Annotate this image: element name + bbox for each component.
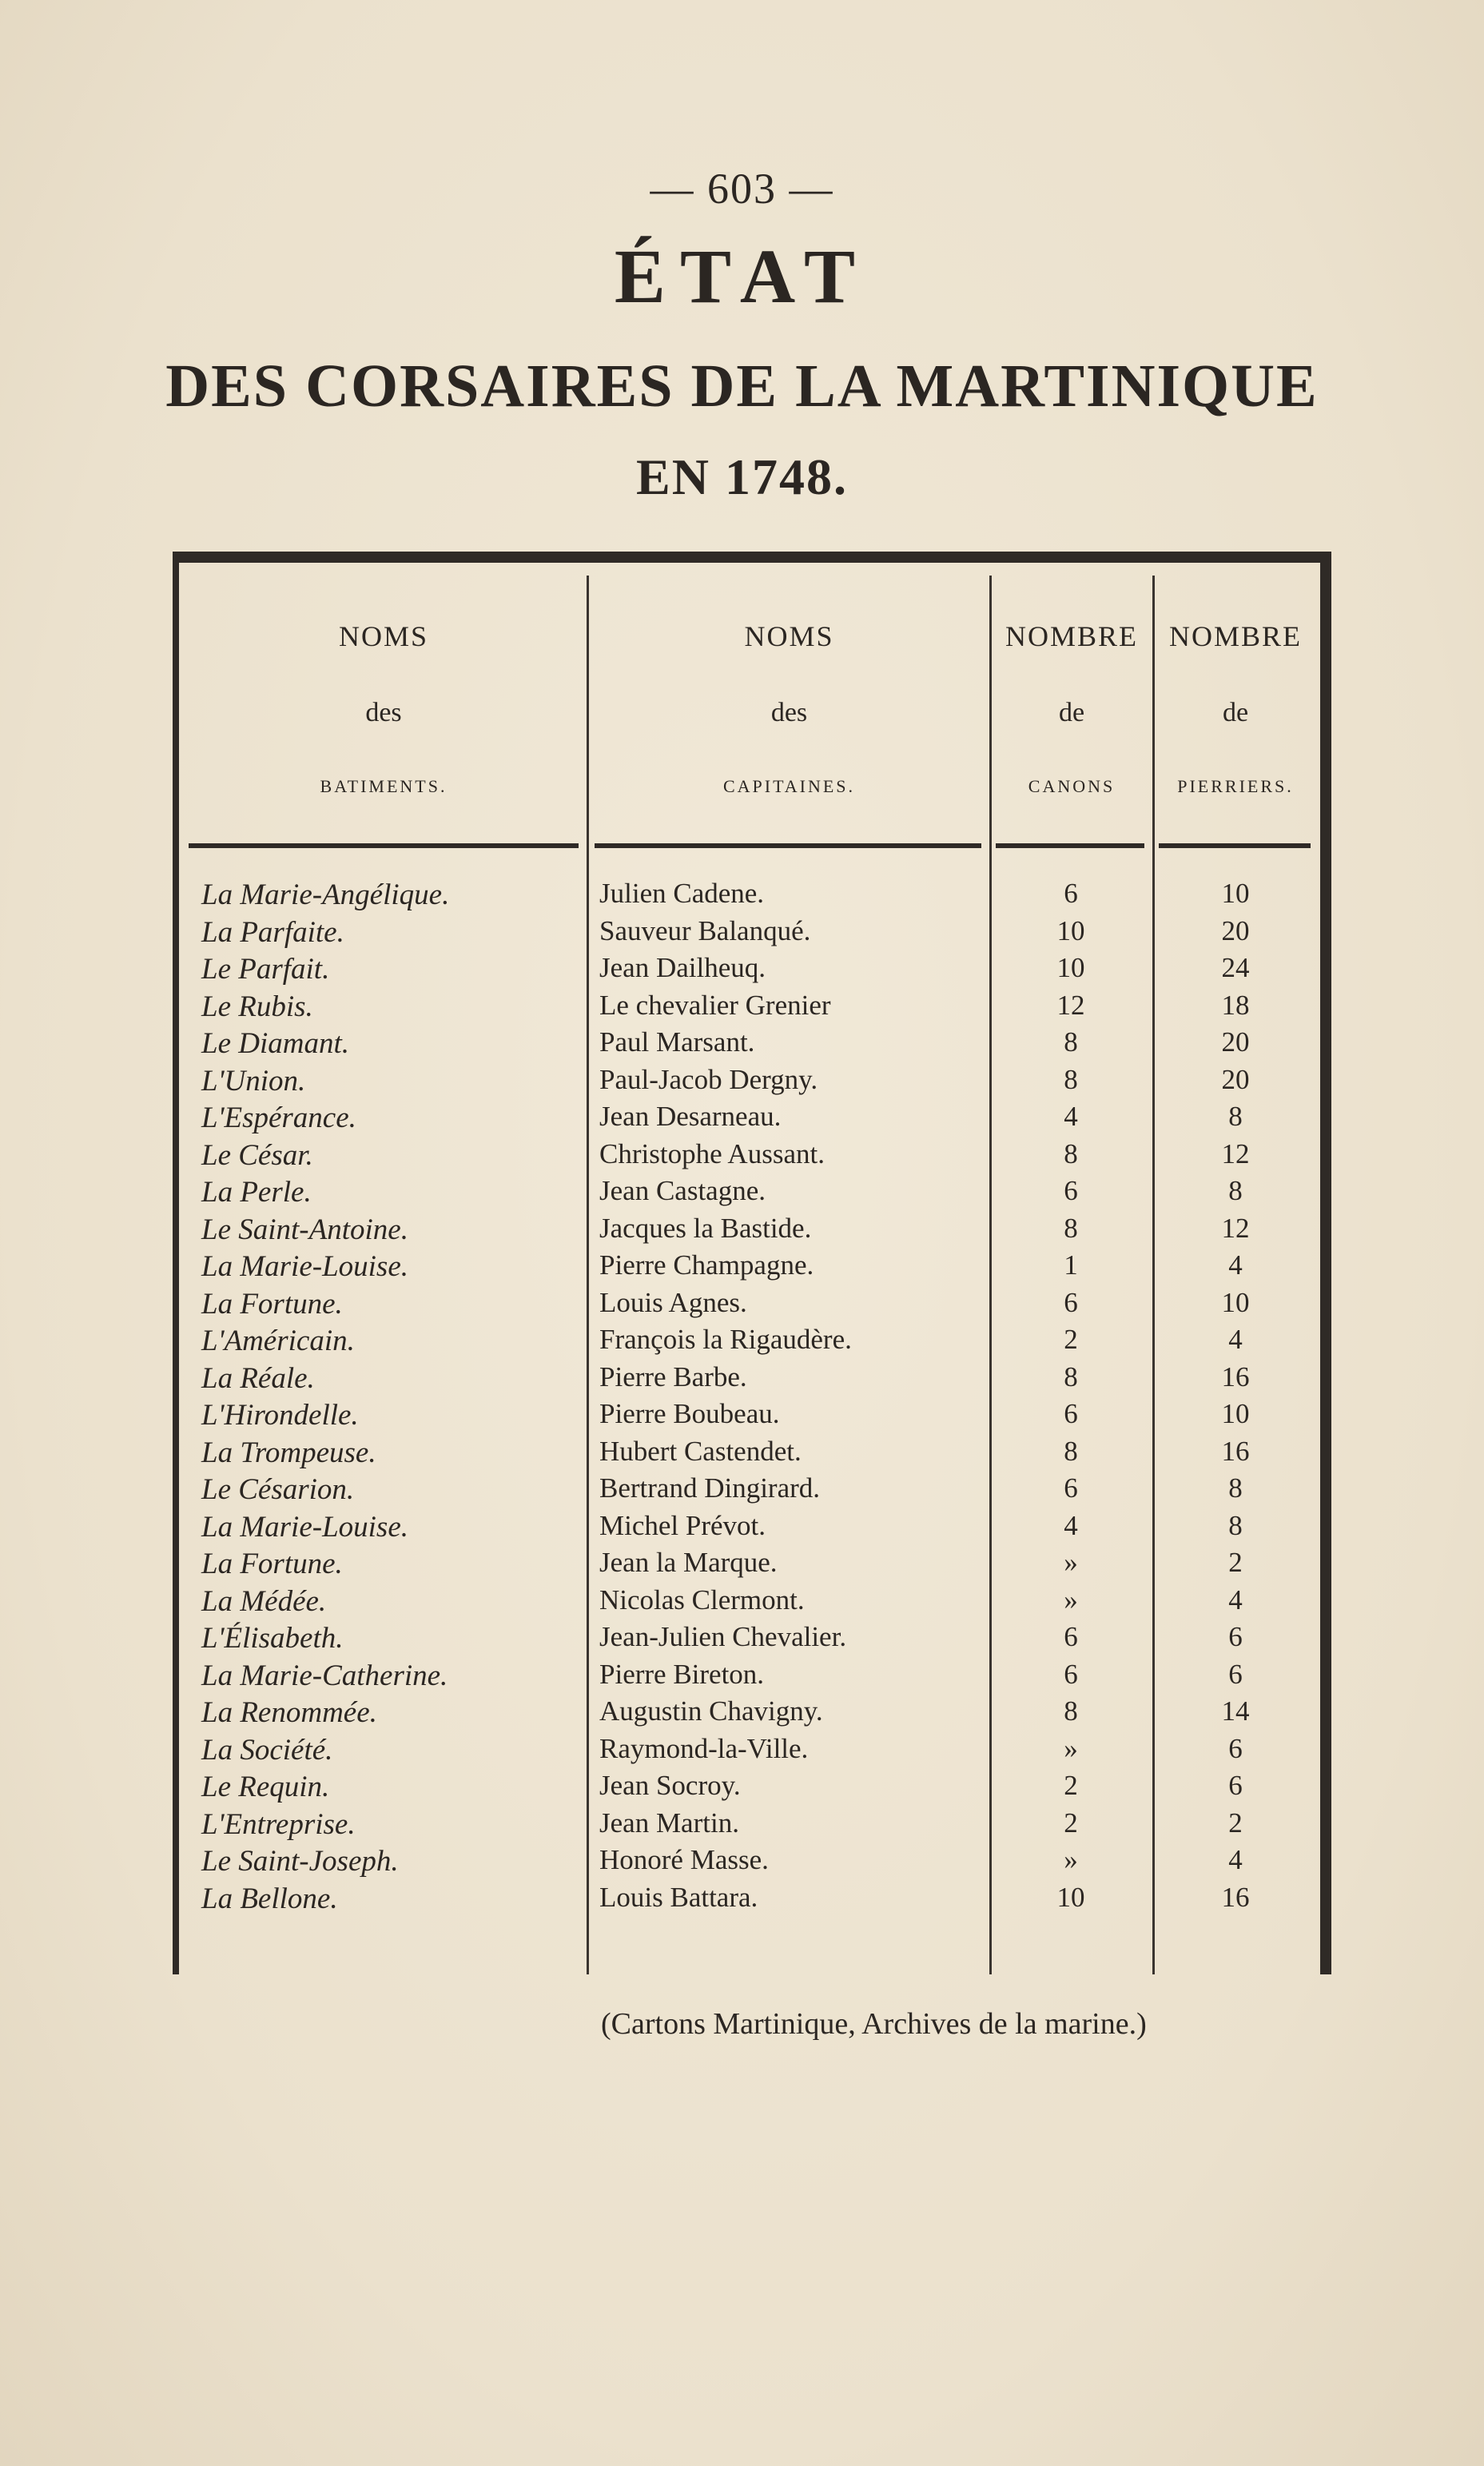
ship-name-cell: La Parfaite. xyxy=(201,915,344,949)
captain-name-cell: Jean Desarneau. xyxy=(599,1101,782,1132)
document-year: EN 1748. xyxy=(636,448,848,505)
pierriers-count-cell: 20 xyxy=(1221,914,1250,946)
ship-name-cell: La Société. xyxy=(201,1733,333,1767)
ship-name-cell: Le Requin. xyxy=(201,1771,330,1803)
ship-name-cell: La Fortune. xyxy=(201,1548,343,1580)
ship-name-cell: L'Union. xyxy=(201,1064,306,1098)
canons-count-cell: 8 xyxy=(1064,1212,1078,1244)
pierriers-count-cell: 2 xyxy=(1228,1547,1243,1578)
pierriers-count-cell: 18 xyxy=(1221,989,1250,1021)
captain-name-cell: Jean Dailheuq. xyxy=(599,952,766,983)
captain-name-cell: Louis Battara. xyxy=(599,1881,758,1913)
canons-count-cell: 8 xyxy=(1064,1695,1078,1727)
canons-count-cell: 12 xyxy=(1056,989,1085,1021)
captain-name-cell: Jean-Julien Chevalier. xyxy=(599,1621,847,1652)
table-row xyxy=(0,915,1484,952)
canons-count-cell: 8 xyxy=(1064,1137,1078,1169)
ship-name-cell: Le Césarion. xyxy=(201,1473,355,1506)
captain-name-cell: Michel Prévot. xyxy=(599,1509,766,1541)
captain-name-cell: Jacques la Bastide. xyxy=(599,1212,812,1244)
header-rule xyxy=(1159,843,1311,848)
header-line: des xyxy=(365,698,402,727)
pierriers-count-cell: 12 xyxy=(1221,1137,1250,1169)
pierriers-count-cell: 8 xyxy=(1228,1472,1243,1504)
header-line: CANONS xyxy=(1028,776,1116,796)
table-row xyxy=(0,1101,1484,1137)
header-rule xyxy=(996,843,1144,848)
pierriers-count-cell: 8 xyxy=(1228,1101,1243,1132)
captain-name-cell: Sauveur Balanqué. xyxy=(599,914,811,946)
canons-count-cell: 6 xyxy=(1064,1658,1078,1690)
ship-name-cell: Le Diamant. xyxy=(201,1027,349,1060)
ship-name-cell: La Renommée. xyxy=(201,1696,377,1729)
canons-count-cell: 2 xyxy=(1064,1770,1078,1801)
header-line: de xyxy=(1058,698,1085,727)
table-row xyxy=(0,1510,1484,1547)
pierriers-count-cell: 10 xyxy=(1221,1398,1250,1429)
captain-name-cell: Pierre Boubeau. xyxy=(599,1398,780,1429)
ship-name-cell: Le César. xyxy=(201,1138,313,1172)
table-row xyxy=(0,1547,1484,1584)
pierriers-count-cell: 6 xyxy=(1228,1732,1243,1764)
canons-count-cell: 6 xyxy=(1064,1286,1078,1318)
ship-name-cell: La Perle. xyxy=(201,1176,312,1209)
canons-count-cell: 6 xyxy=(1064,1398,1078,1429)
pierriers-count-cell: 8 xyxy=(1228,1175,1243,1206)
captain-name-cell: François la Rigaudère. xyxy=(599,1324,852,1355)
pierriers-count-cell: 16 xyxy=(1221,1435,1250,1467)
captain-name-cell: Raymond-la-Ville. xyxy=(599,1732,809,1764)
header-line: BATIMENTS. xyxy=(320,776,448,796)
captain-name-cell: Jean Socroy. xyxy=(599,1770,741,1801)
header-captain-names xyxy=(591,619,987,797)
ship-name-cell: Le Parfait. xyxy=(201,953,330,986)
header-line: NOMS xyxy=(338,620,429,652)
pierriers-count-cell: 6 xyxy=(1228,1658,1243,1690)
ship-name-cell: L'Espérance. xyxy=(201,1102,356,1134)
ship-name-cell: La Trompeuse. xyxy=(201,1436,376,1469)
table-row xyxy=(0,1249,1484,1286)
source-note: (Cartons Martinique, Archives de la marine.) xyxy=(601,2007,1147,2041)
table-row xyxy=(0,1472,1484,1509)
captain-name-cell: Honoré Masse. xyxy=(599,1844,769,1875)
canons-count-cell: 10 xyxy=(1056,1881,1085,1913)
header-line: NOMBRE xyxy=(1168,620,1303,652)
table-row xyxy=(0,1770,1484,1807)
captain-name-cell: Hubert Castendet. xyxy=(599,1435,802,1467)
captain-name-cell: Nicolas Clermont. xyxy=(599,1584,805,1615)
table-row xyxy=(0,1436,1484,1472)
pierriers-count-cell: 10 xyxy=(1221,878,1250,909)
table-row xyxy=(0,1287,1484,1324)
captain-name-cell: Bertrand Dingirard. xyxy=(599,1472,821,1504)
pierriers-count-cell: 4 xyxy=(1228,1844,1243,1875)
canons-count-cell: 8 xyxy=(1064,1063,1078,1095)
canons-count-cell: 2 xyxy=(1064,1324,1078,1355)
table-row xyxy=(0,1213,1484,1249)
table-row xyxy=(0,1138,1484,1175)
canons-count-cell: 6 xyxy=(1064,878,1078,909)
header-pierriers xyxy=(1156,619,1315,797)
ship-name-cell: La Fortune. xyxy=(201,1287,343,1321)
captain-name-cell: Jean la Marque. xyxy=(599,1547,778,1578)
captain-name-cell: Pierre Bireton. xyxy=(599,1658,765,1690)
canons-count-cell: » xyxy=(1064,1732,1078,1764)
canons-count-cell: 6 xyxy=(1064,1175,1078,1206)
captain-name-cell: Paul Marsant. xyxy=(599,1026,755,1058)
header-rule xyxy=(595,843,981,848)
ship-name-cell: Le Rubis. xyxy=(201,990,313,1023)
canons-count-cell: 6 xyxy=(1064,1472,1078,1504)
pierriers-count-cell: 10 xyxy=(1221,1286,1250,1318)
header-line: PIERRIERS. xyxy=(1177,776,1294,796)
header-rule xyxy=(189,843,579,848)
captain-name-cell: Jean Castagne. xyxy=(599,1175,766,1206)
canons-count-cell: 6 xyxy=(1064,1621,1078,1652)
pierriers-count-cell: 4 xyxy=(1228,1249,1243,1281)
captain-name-cell: Le chevalier Grenier xyxy=(599,989,831,1021)
table-row xyxy=(0,1361,1484,1398)
captain-name-cell: Paul-Jacob Dergny. xyxy=(599,1063,818,1095)
table-row xyxy=(0,1398,1484,1435)
ship-name-cell: La Marie-Louise. xyxy=(201,1510,408,1544)
canons-count-cell: 10 xyxy=(1056,914,1085,946)
captain-name-cell: Pierre Champagne. xyxy=(599,1249,814,1281)
header-ship-names xyxy=(184,619,583,797)
document-subtitle: DES CORSAIRES DE LA MARTINIQUE xyxy=(165,353,1319,420)
canons-count-cell: 1 xyxy=(1064,1249,1078,1281)
pierriers-count-cell: 16 xyxy=(1221,1881,1250,1913)
ship-name-cell: L'Américain. xyxy=(201,1325,355,1357)
canons-count-cell: 10 xyxy=(1056,952,1085,983)
table-row xyxy=(0,1882,1484,1918)
pierriers-count-cell: 4 xyxy=(1228,1584,1243,1615)
captain-name-cell: Louis Agnes. xyxy=(599,1286,747,1318)
table-row xyxy=(0,1026,1484,1063)
header-line: NOMS xyxy=(744,620,834,652)
page-number: — 603 — xyxy=(650,165,834,213)
canons-count-cell: 2 xyxy=(1064,1807,1078,1839)
header-line: de xyxy=(1222,698,1249,727)
pierriers-count-cell: 20 xyxy=(1221,1063,1250,1095)
ship-name-cell: L'Entreprise. xyxy=(201,1807,356,1841)
ship-name-cell: Le Saint-Antoine. xyxy=(201,1213,408,1246)
pierriers-count-cell: 12 xyxy=(1221,1212,1250,1244)
table-row xyxy=(0,1844,1484,1881)
ship-name-cell: L'Élisabeth. xyxy=(201,1622,344,1655)
table-row xyxy=(0,1695,1484,1732)
captain-name-cell: Julien Cadene. xyxy=(599,878,765,909)
table-row xyxy=(0,1324,1484,1360)
table-row xyxy=(0,878,1484,914)
table-row xyxy=(0,1733,1484,1770)
canons-count-cell: 8 xyxy=(1064,1360,1078,1392)
captain-name-cell: Augustin Chavigny. xyxy=(599,1695,823,1727)
canons-count-cell: » xyxy=(1064,1584,1078,1615)
table-row xyxy=(0,1064,1484,1101)
table-row xyxy=(0,1807,1484,1844)
table-row xyxy=(0,1621,1484,1658)
pierriers-count-cell: 8 xyxy=(1228,1509,1243,1541)
header-line: des xyxy=(770,698,808,727)
ship-name-cell: La Réale. xyxy=(201,1361,315,1395)
ship-name-cell: L'Hirondelle. xyxy=(201,1399,359,1432)
pierriers-count-cell: 4 xyxy=(1228,1324,1243,1355)
table-row xyxy=(0,990,1484,1026)
canons-count-cell: » xyxy=(1064,1844,1078,1875)
ship-name-cell: La Marie-Angélique. xyxy=(201,878,450,911)
ship-name-cell: Le Saint-Joseph. xyxy=(201,1845,399,1878)
canons-count-cell: 4 xyxy=(1064,1101,1078,1132)
canons-count-cell: 8 xyxy=(1064,1026,1078,1058)
ship-name-cell: La Médée. xyxy=(201,1584,327,1618)
canons-count-cell: 4 xyxy=(1064,1509,1078,1541)
table-row xyxy=(0,952,1484,989)
pierriers-count-cell: 6 xyxy=(1228,1621,1243,1652)
pierriers-count-cell: 16 xyxy=(1221,1360,1250,1392)
document-title: ÉTAT xyxy=(614,233,870,319)
ship-name-cell: La Marie-Louise. xyxy=(201,1250,408,1283)
table-row xyxy=(0,1175,1484,1212)
captain-name-cell: Pierre Barbe. xyxy=(599,1360,747,1392)
canons-count-cell: » xyxy=(1064,1547,1078,1578)
pierriers-count-cell: 20 xyxy=(1221,1026,1250,1058)
canons-count-cell: 8 xyxy=(1064,1435,1078,1467)
pierriers-count-cell: 14 xyxy=(1221,1695,1250,1727)
pierriers-count-cell: 24 xyxy=(1221,952,1250,983)
ship-name-cell: La Bellone. xyxy=(201,1882,338,1915)
header-line: NOMBRE xyxy=(1005,620,1139,652)
ship-name-cell: La Marie-Catherine. xyxy=(201,1659,448,1692)
table-row xyxy=(0,1584,1484,1621)
pierriers-count-cell: 2 xyxy=(1228,1807,1243,1839)
table-row xyxy=(0,1659,1484,1695)
captain-name-cell: Jean Martin. xyxy=(599,1807,739,1839)
header-canons xyxy=(992,619,1152,797)
header-line: CAPITAINES. xyxy=(722,776,856,796)
pierriers-count-cell: 6 xyxy=(1228,1770,1243,1801)
captain-name-cell: Christophe Aussant. xyxy=(599,1137,825,1169)
